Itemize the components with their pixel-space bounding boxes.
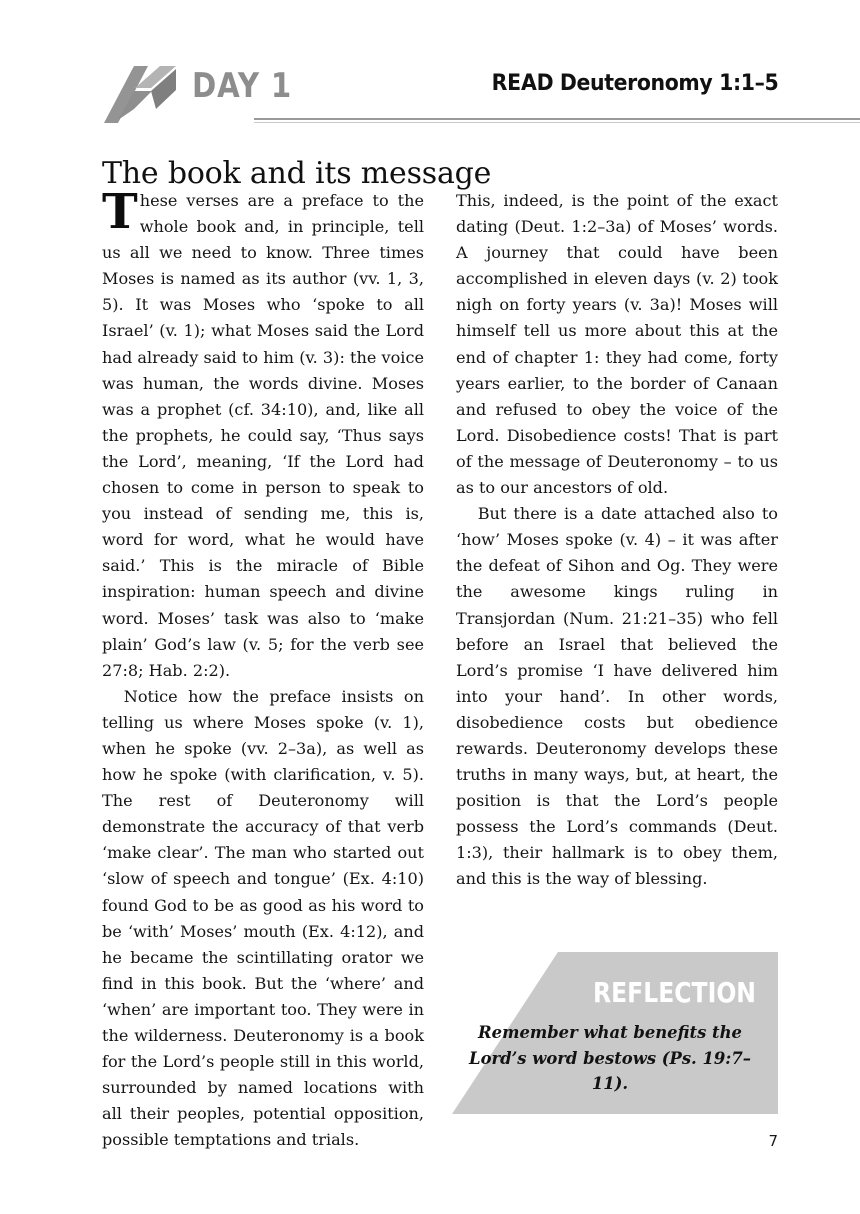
body-column-left [102,184,424,1153]
reflection-heading: REFLECTION [592,976,756,1009]
read-reference-block [491,70,778,98]
drop-cap: T [102,184,138,240]
read-label: READ [491,71,554,96]
reflection-panel [452,952,778,1114]
slanted-bars-logo-icon [104,64,182,126]
paragraph: But there is a date attached also to ‘how’ Moses spoke (v. 4) – it was after the defeat of Sihon and Og. They were the awesome kings ruling in Transjordan (Num. 21:21–35) who fell before an Israel that believed the Lord’s promise ‘I have delivered him into your hand’. In other words, disobedience costs but obedience rewards. Deuteronomy develops these truths in many ways, but, at heart, the position is that the Lord’s people possess the Lord’s commands (Deut. 1:3), their hallmark is to obey them, and this is the way of blessing. [456,504,778,889]
page-header [104,62,778,124]
paragraph-text: hese verses are a preface to the whole book and, in principle, tell us all we need to know. Three times Moses is named as its author (vv. 1, 3, 5). It was Moses who ‘spoke to all Israel’ (v. 1); what Moses said the Lord had already said to him (v. 3): the voice was human, the words divine. Moses was a prophet (cf. 34:10), and, like all the prophets, he could say, ‘Thus says the Lord’, meaning, ‘If the Lord had chosen to come in person to speak to you instead of sending me, this is, word for word, what he would have said.’ This is the miracle of Bible inspiration: human speech and divine word. Moses’ task was also to ‘make plain’ God’s law (v. 5; for the verb see 27:8; Hab. 2:2). [102,191,424,680]
paragraph: This, indeed, is the point of the exact dating (Deut. 1:2–3a) of Moses’ words. A journey that could have been accomplished in eleven days (v. 2) took nigh on forty years (v. 3a)! Moses will himself tell us more about this at the end of chapter 1: they had come, forty years earlier, to the border of Canaan and refused to obey the voice of the Lord. Disobedience costs! That is part of the message of Deuteronomy – to us as to our ancestors of old. [456,191,778,498]
page-title: The book and its message [102,156,492,192]
reflection-text: Remember what benefits the Lord’s word bestows (Ps. 19:7–11). [469,1023,751,1093]
paragraph: Notice how the preface insists on telling us where Moses spoke (v. 1), when he spoke (vv. 2–3a), as well as how he spoke (with clarification, v. 5). The rest of Deuteronomy will demonstrate the accuracy of that verb ‘make clear’. The man who started out ‘slow of speech and tongue’ (Ex. 4:10) found God to be as good as his word to be ‘with’ Moses’ mouth (Ex. 4:12), and he became the scintillating orator we find in this book. But the ‘where’ and ‘when’ are important too. They were in the wilderness. Deuteronomy is a book for the Lord’s people still in this world, surrounded by named locations with all their peoples, potential opposition, possible temptations and trials. [102,686,424,1150]
header-divider-secondary [254,122,860,123]
body-column-right [456,188,778,893]
day-label: DAY 1 [192,66,293,106]
read-passage: Deuteronomy 1:1–5 [559,71,778,96]
header-divider [254,118,860,120]
paragraph [102,184,424,684]
page-number: 7 [768,1132,778,1150]
